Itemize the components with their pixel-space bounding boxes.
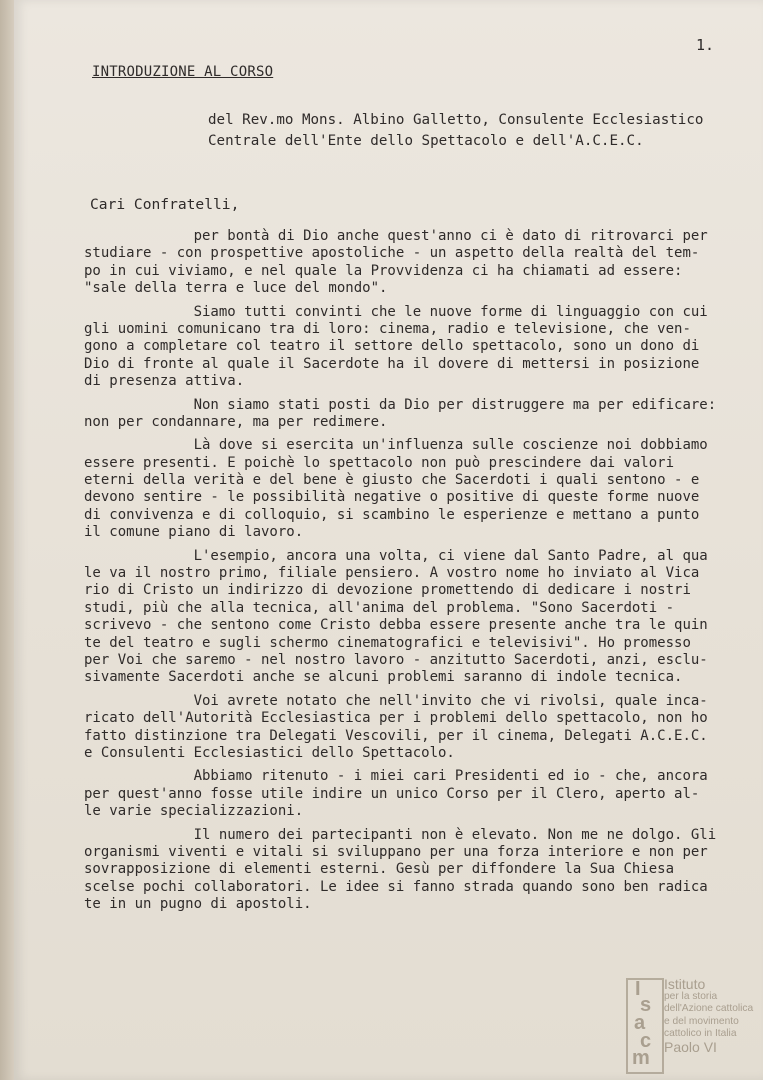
body-line: fatto distinzione tra Delegati Vescovili, per il cinema, Delegati A.C.E.C.	[84, 727, 708, 744]
body-line: studiare - con prospettive apostoliche - un aspetto della realtà del tem-	[84, 245, 700, 262]
body-line: per Voi che saremo - nel nostro lavoro - anzitutto Sacerdoti, anzi, esclu-	[84, 651, 708, 668]
page-edge	[0, 0, 14, 1080]
body-line: gono a completare col teatro il settore dello spettacolo, sono un dono di	[84, 338, 700, 355]
body-line: di presenza attiva.	[84, 373, 245, 390]
body-line: "sale della terra e luce del mondo".	[84, 280, 388, 297]
body-line: studi, più che alla tecnica, all'anima del problema. "Sono Sacerdoti -	[84, 599, 675, 616]
salutation: Cari Confratelli,	[90, 196, 240, 213]
byline	[208, 110, 703, 152]
institute-logo-mark: I s a c m	[626, 978, 664, 1074]
body-line: organismi viventi e vitali si sviluppano per una forza interiore e non per	[84, 843, 708, 860]
page-number: 1.	[696, 36, 715, 54]
body-line: L'esempio, ancora una volta, ci viene dal Santo Padre, al qua	[84, 547, 708, 564]
body-line: il comune piano di lavoro.	[84, 524, 304, 541]
body-line: gli uomini comunicano tra di loro: cinema, radio e televisione, che ven-	[84, 320, 691, 337]
body-line: eterni della verità e del bene è giusto che Sacerdoti i quali sentono - e	[84, 472, 700, 489]
body-line: Non siamo stati posti da Dio per distruggere ma per edificare:	[84, 396, 717, 413]
body-line: scelse pochi collaboratori. Le idee si fanno strada quando sono ben radica	[84, 878, 708, 895]
body-line: Dio di fronte al quale il Sacerdote ha il dovere di mettersi in posizione	[84, 355, 700, 372]
body-line: scrivevo - che sentono come Cristo debba essere presente anche tra le quin	[84, 617, 708, 634]
byline-line: del Rev.mo Mons. Albino Galletto, Consulente Ecclesiastico	[208, 112, 704, 128]
document-title: INTRODUZIONE AL CORSO	[92, 64, 274, 80]
body-line: Siamo tutti convinti che le nuove forme di linguaggio con cui	[84, 303, 708, 320]
body-line: te del teatro e sugli schermo cinematografici e televisivi". Ho promesso	[84, 634, 691, 651]
body-line: Il numero dei partecipanti non è elevato. Non me ne dolgo. Gli	[84, 826, 717, 843]
body-line: essere presenti. E poichè lo spettacolo non può prescindere dai valori	[84, 454, 675, 471]
byline-line: Centrale dell'Ente dello Spettacolo e dell'A.C.E.C.	[208, 133, 644, 149]
body-line: per quest'anno fosse utile indire un unico Corso per il Clero, aperto al-	[84, 785, 700, 802]
body-line: di convivenza e di colloquio, si scambino le esperienze e mettano a punto	[84, 506, 700, 523]
body-line: e Consulenti Ecclesiastici dello Spettacolo.	[84, 744, 455, 761]
body-line: le va il nostro primo, filiale pensiero. A vostro nome ho inviato al Vica	[84, 565, 700, 582]
body-line: sovrapposizione di elementi esterni. Gesù per diffondere la Sua Chiesa	[84, 861, 675, 878]
body-line: Là dove si esercita un'influenza sulle coscienze noi dobbiamo	[84, 437, 708, 454]
body-line: te in un pugno di apostoli.	[84, 896, 312, 913]
institute-name: Istituto per la storia dell'Azione cattolica e del movimento cattolico in Italia Paolo VI	[664, 976, 754, 1055]
institute-watermark	[626, 978, 760, 1072]
body-line: Abbiamo ritenuto - i miei cari Presidenti ed io - che, ancora	[84, 768, 708, 785]
body-line: po in cui viviamo, e nel quale la Provvidenza ci ha chiamati ad essere:	[84, 262, 683, 279]
body-line: Voi avrete notato che nell'invito che vi rivolsi, quale inca-	[84, 692, 708, 709]
body-line: devono sentire - le possibilità negative o positive di queste forme nuove	[84, 489, 700, 506]
body-line: rio di Cristo un indirizzo di devozione promettendo di dedicare i nostri	[84, 582, 691, 599]
body-line: sivamente Sacerdoti anche se alcuni problemi saranno di indole tecnica.	[84, 669, 683, 686]
body-line: le varie specializzazioni.	[84, 803, 304, 820]
body-line: non per condannare, ma per redimere.	[84, 413, 388, 430]
body-line: per bontà di Dio anche quest'anno ci è dato di ritrovarci per	[84, 228, 708, 244]
letter-body	[84, 228, 744, 913]
body-line: ricato dell'Autorità Ecclesiastica per i problemi dello spettacolo, non ho	[84, 710, 708, 727]
